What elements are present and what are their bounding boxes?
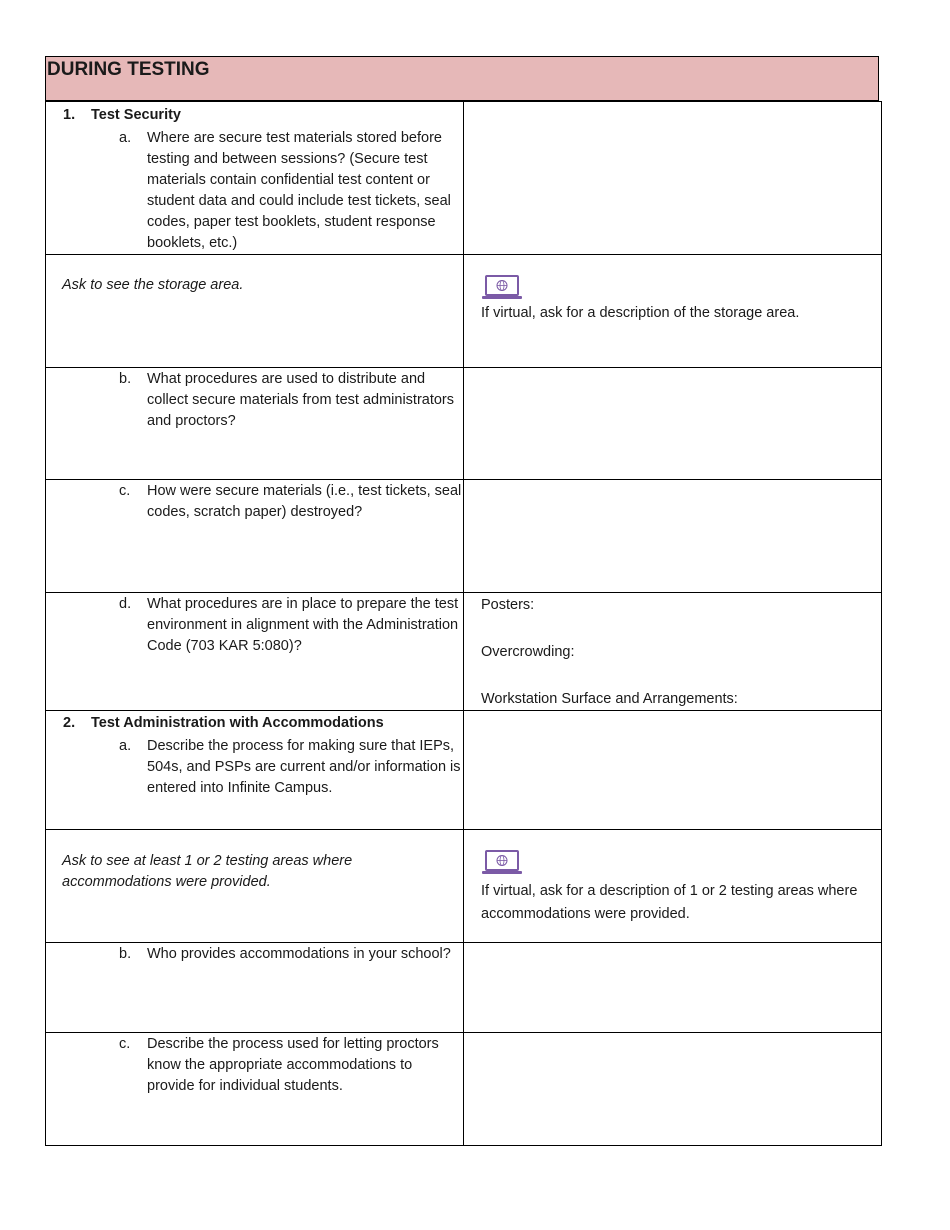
table-row	[46, 943, 882, 1033]
field-posters: Posters:	[481, 597, 535, 613]
question-cell	[46, 1033, 464, 1146]
answer-cell[interactable]	[464, 711, 882, 830]
answer-cell[interactable]	[464, 943, 882, 1033]
question-item: c. Describe the process used for letting proctors know the appropriate accommodations to provide for individual students.	[119, 1036, 439, 1094]
question-item: b. Who provides accommodations in your school?	[119, 946, 451, 962]
field-overcrowding: Overcrowding:	[481, 644, 575, 660]
question-item: c. How were secure materials (i.e., test tickets, seal codes, scratch paper) destroyed?	[119, 483, 462, 520]
answer-cell[interactable]	[464, 480, 882, 593]
table-row	[46, 368, 882, 480]
question-cell	[46, 593, 464, 711]
question-cell	[46, 102, 464, 255]
answer-cell[interactable]	[464, 593, 882, 711]
table-row	[46, 480, 882, 593]
virtual-note-cell: If virtual, ask for a description of 1 or 2 testing areas where accommodations were provided.	[464, 830, 882, 943]
page-title: DURING TESTING	[47, 59, 210, 80]
section-title: 1. Test Security	[63, 107, 181, 123]
note-cell: Ask to see at least 1 or 2 testing areas where accommodations were provided.	[46, 830, 464, 943]
question-cell	[46, 943, 464, 1033]
question-item: b. What procedures are used to distribute and collect secure materials from test administrators and proctors?	[119, 371, 455, 429]
question-cell	[46, 368, 464, 480]
table-row	[46, 830, 882, 943]
answer-cell[interactable]	[464, 102, 882, 255]
question-cell	[46, 711, 464, 830]
table-row	[46, 102, 882, 255]
question-item: a. Describe the process for making sure that IEPs, 504s, and PSPs are current and/or information is entered into Infinite Campus.	[119, 738, 461, 796]
answer-cell[interactable]	[464, 368, 882, 480]
table-row	[46, 593, 882, 711]
table-row	[46, 255, 882, 368]
table-row	[46, 711, 882, 830]
laptop-globe-icon	[481, 275, 523, 301]
field-workstation: Workstation Surface and Arrangements:	[481, 691, 738, 707]
section-title: 2. Test Administration with Accommodations	[63, 715, 384, 731]
question-cell	[46, 480, 464, 593]
answer-cell[interactable]	[464, 1033, 882, 1146]
question-item: a. Where are secure test materials stored before testing and between sessions? (Secure test materials contain confidential test content or student data and could include test tickets, seal codes, paper test booklets, student response booklets, etc.)	[119, 130, 451, 251]
checklist-table	[45, 101, 882, 1146]
section-header	[45, 56, 879, 101]
question-item: d. What procedures are in place to prepare the test environment in alignment with the Administration Code (703 KAR 5:080)?	[119, 596, 459, 654]
document	[45, 56, 879, 1146]
table-row	[46, 1033, 882, 1146]
note-cell: Ask to see the storage area.	[46, 255, 464, 368]
virtual-note-cell: If virtual, ask for a description of the storage area.	[464, 255, 882, 368]
laptop-globe-icon	[481, 850, 523, 876]
